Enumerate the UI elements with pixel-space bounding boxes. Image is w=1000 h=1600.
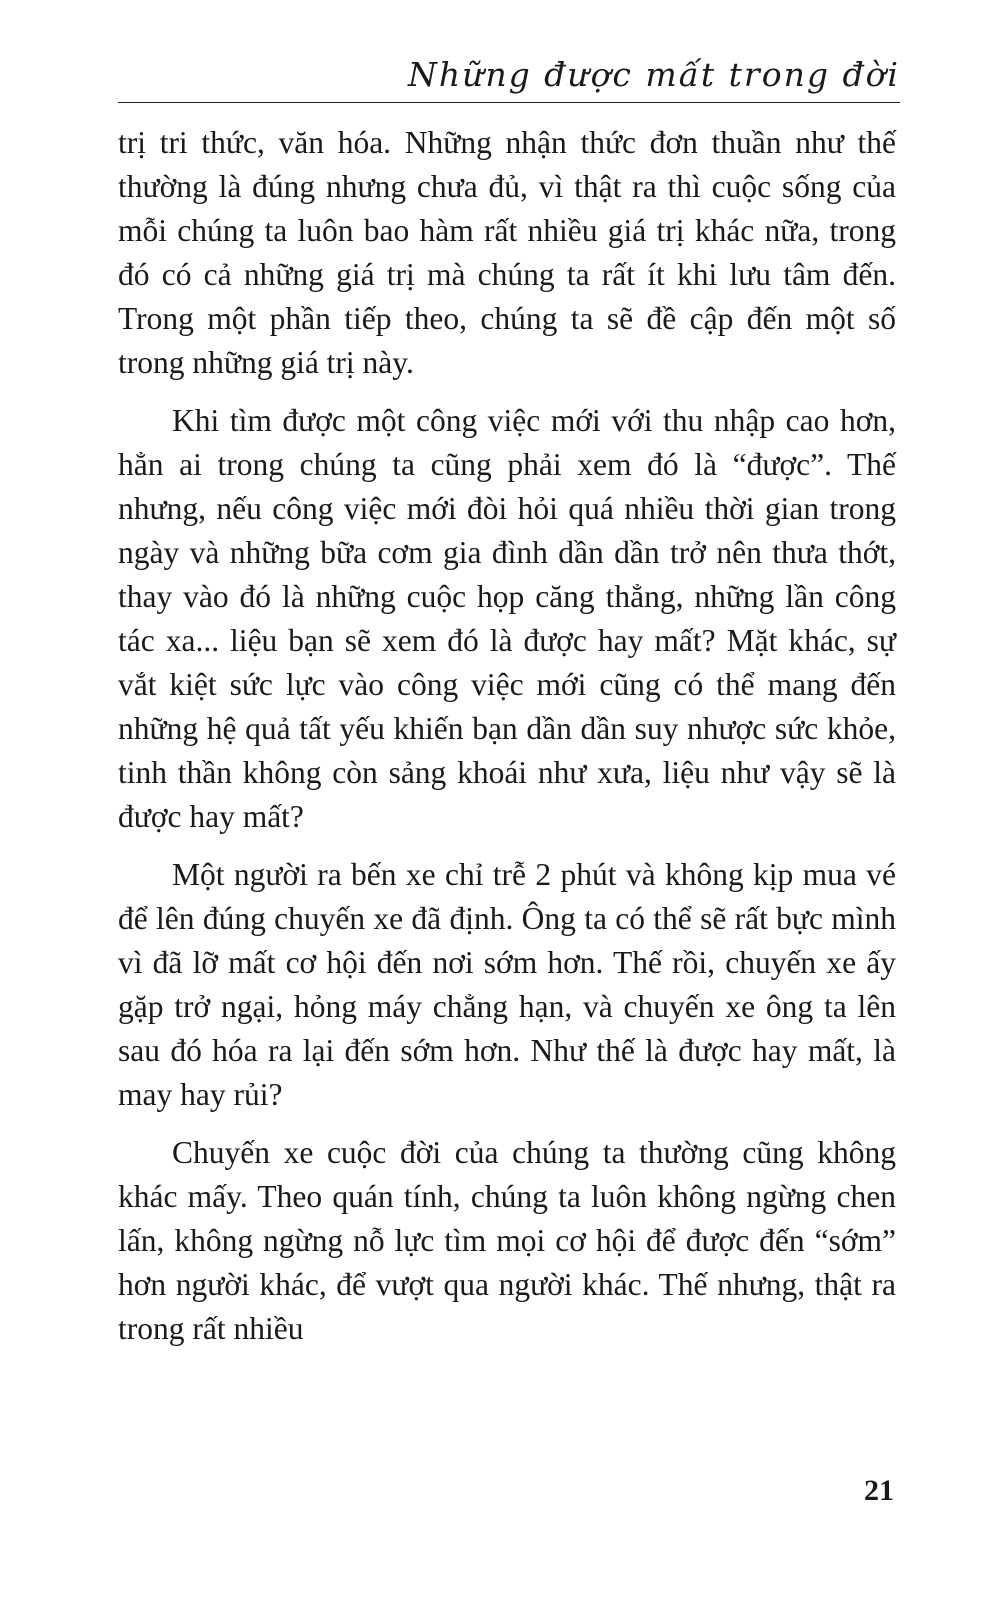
paragraph: Chuyến xe cuộc đời của chúng ta thường cũng không khác mấy. Theo quán tính, chúng ta luôn không ngừng chen lấn, không ngừng nỗ lực tìm mọi cơ hội để được đến “sớm” hơn người khác, để vượt qua người khác. Thế nhưng, thật ra trong rất nhiều — [118, 1135, 896, 1346]
paragraph: Khi tìm được một công việc mới với thu nhập cao hơn, hẳn ai trong chúng ta cũng phải xem đó là “được”. Thế nhưng, nếu công việc mới đòi hỏi quá nhiều thời gian trong ngày và những bữa cơm gia đình dần dần trở nên thưa thớt, thay vào đó là những cuộc họp căng thẳng, những lần công tác xa... liệu bạn sẽ xem đó là được hay mất? Mặt khác, sự vắt kiệt sức lực vào công việc mới cũng có thể mang đến những hệ quả tất yếu khiến bạn dần dần suy nhược sức khỏe, tinh thần không còn sảng khoái như xưa, liệu như vậy sẽ là được hay mất? — [118, 403, 896, 834]
paragraph: Một người ra bến xe chỉ trễ 2 phút và không kịp mua vé để lên đúng chuyến xe đã định. Ông ta có thể sẽ rất bực mình vì đã lỡ mất cơ hội đến nơi sớm hơn. Thế rồi, chuyến xe ấy gặp trở ngại, hỏng máy chẳng hạn, và chuyến xe ông ta lên sau đó hóa ra lại đến sớm hơn. Như thế là được hay mất, là may hay rủi? — [118, 857, 896, 1112]
page-number: 21 — [864, 1474, 894, 1507]
body-text — [118, 121, 896, 1365]
running-header — [118, 50, 900, 103]
paragraph-continued: trị tri thức, văn hóa. Những nhận thức đơn thuần như thế thường là đúng nhưng chưa đủ, vì thật ra thì cuộc sống của mỗi chúng ta luôn bao hàm rất nhiều giá trị khác nữa, trong đó có cả những giá trị mà chúng ta rất ít khi lưu tâm đến. Trong một phần tiếp theo, chúng ta sẽ đề cập đến một số trong những giá trị này. — [118, 125, 896, 380]
running-header-title: Những được mất trong đời — [407, 55, 900, 94]
